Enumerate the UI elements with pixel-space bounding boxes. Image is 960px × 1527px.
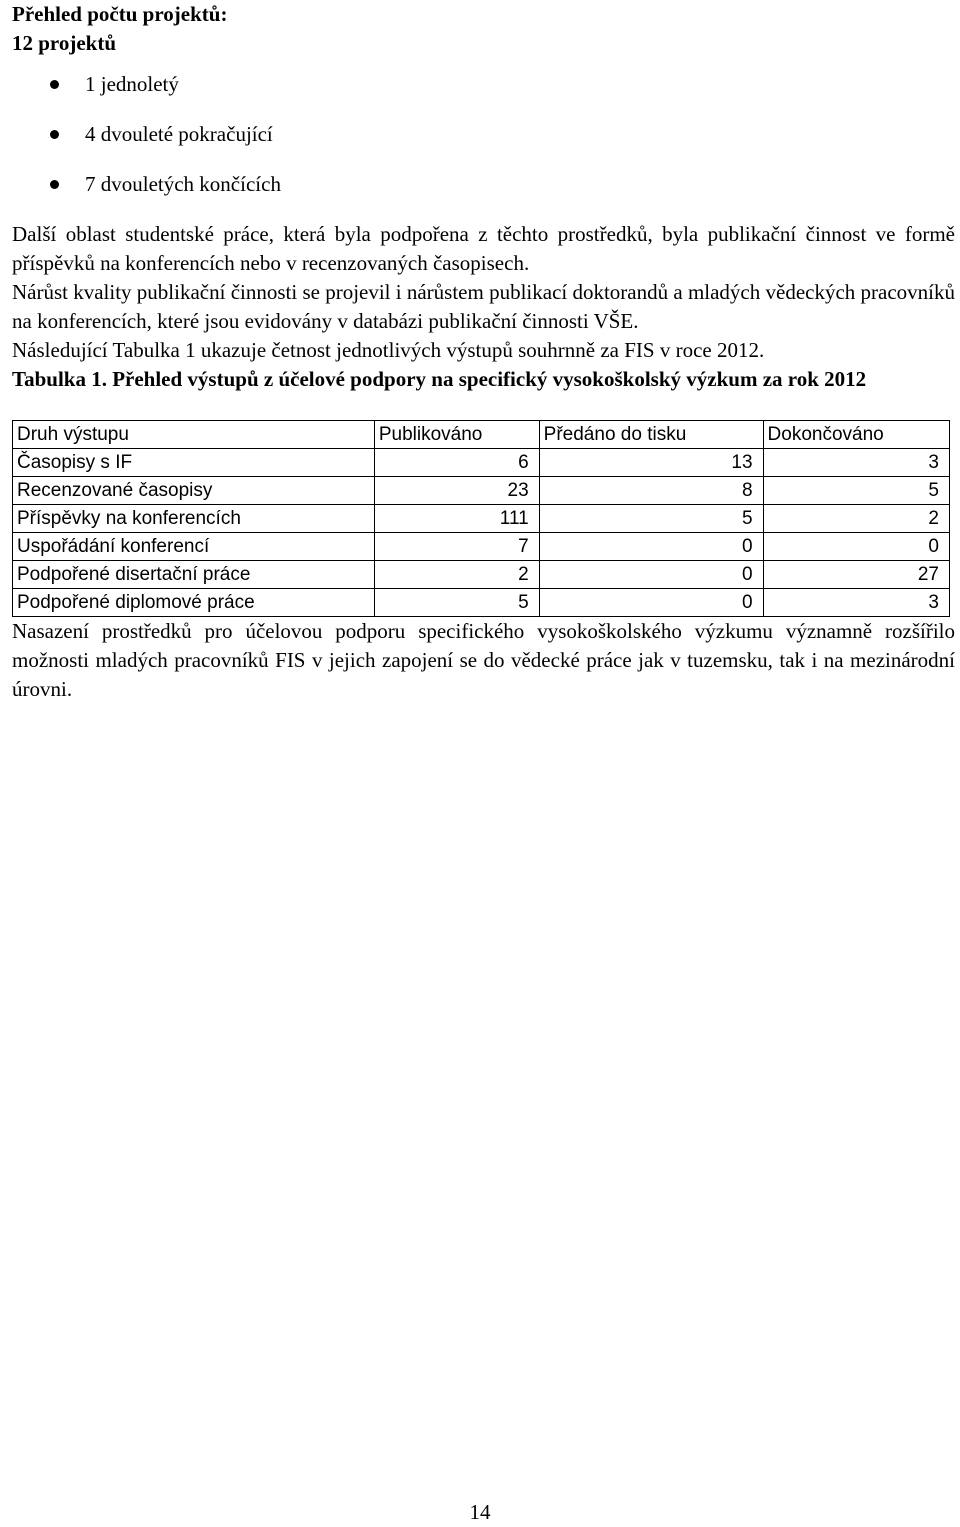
document-page [12,0,955,704]
paragraph-quality: Nárůst kvality publikační činnosti se projevil i nárůstem publikací doktorandů a mladých vědeckých pracovníků na konferencích, které jsou evidovány v databázi publikační činnosti VŠE. [12,280,956,333]
list-item [12,70,955,120]
table-cell: 2 [374,561,539,589]
paragraph-conclusion: Nasazení prostředků pro účelovou podporu specifického vysokoškolského výzkumu významně rozšířilo možnosti mladých pracovníků FIS v jejich zapojení se do vědecké práce jak v tuzemsku, tak i na mezinárodní úrovni. [12,619,955,701]
project-list [12,70,955,220]
table-cell: 23 [374,477,539,505]
column-header: Předáno do tisku [539,421,763,449]
table-caption: Tabulka 1. Přehled výstupů z účelové podpory na specifický vysokoškolský výzkum za rok 2012 [12,367,867,391]
table-cell: 2 [763,505,949,533]
table-cell: 13 [539,449,763,477]
list-item-text: 4 dvouleté pokračující [85,122,273,146]
row-label: Recenzované časopisy [13,477,375,505]
column-header: Publikováno [374,421,539,449]
list-item-text: 7 dvouletých končících [85,172,281,196]
column-header: Dokončováno [763,421,949,449]
table-cell: 5 [539,505,763,533]
table-row [13,505,950,533]
list-item-text: 1 jednoletý [85,72,179,96]
outputs-table [12,420,950,617]
table-cell: 8 [539,477,763,505]
table-cell: 0 [539,533,763,561]
paragraph-publications: Další oblast studentské práce, která byla podpořena z těchto prostředků, byla publikační činnost ve formě příspěvků na konferencích nebo v recenzovaných časopisech. [12,222,955,275]
table-row [13,533,950,561]
bullet-icon [50,130,59,139]
section-heading: Přehled počtu projektů: [12,2,228,26]
table-cell: 27 [763,561,949,589]
table-cell: 3 [763,589,949,617]
row-label: Uspořádání konferencí [13,533,375,561]
table-cell: 7 [374,533,539,561]
list-item [12,170,955,220]
row-label: Časopisy s IF [13,449,375,477]
bullet-icon [50,180,59,189]
table-row [13,561,950,589]
table-cell: 111 [374,505,539,533]
bullet-icon [50,80,59,89]
table-cell: 6 [374,449,539,477]
table-cell: 3 [763,449,949,477]
project-count: 12 projektů [12,31,117,55]
table-row [13,589,950,617]
table-cell: 0 [539,589,763,617]
table-cell: 5 [763,477,949,505]
table-cell: 0 [763,533,949,561]
row-label: Podpořené disertační práce [13,561,375,589]
paragraph-table-intro: Následující Tabulka 1 ukazuje četnost jednotlivých výstupů souhrnně za FIS v roce 2012. [12,338,765,362]
column-header: Druh výstupu [13,421,375,449]
table-row [13,449,950,477]
table-row [13,477,950,505]
row-label: Podpořené diplomové práce [13,589,375,617]
list-item [12,120,955,170]
table-cell: 5 [374,589,539,617]
table-header-row [13,421,950,449]
page-number: 14 [469,1500,491,1524]
row-label: Příspěvky na konferencích [13,505,375,533]
table-cell: 0 [539,561,763,589]
